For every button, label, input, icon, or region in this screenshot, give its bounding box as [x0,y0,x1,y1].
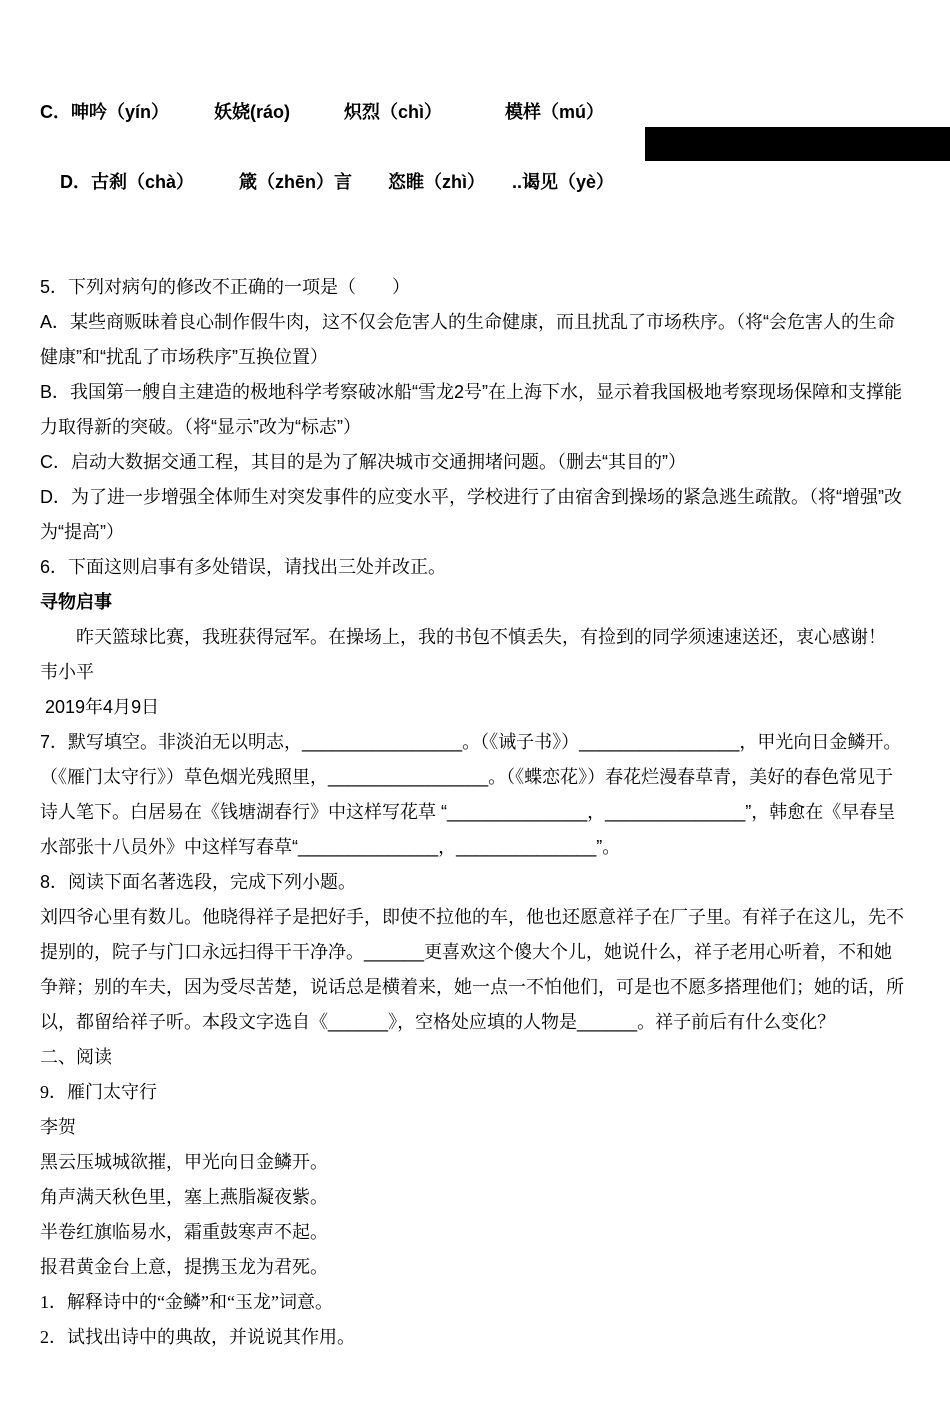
notice-body: 昨天篮球比赛，我班获得冠军。在操场上，我的书包不慎丢失，有捡到的同学须速速送还，衷心感谢！ [40,627,886,647]
q5-option-c: C．启动大数据交通工程，其目的是为了解决城市交通拥堵问题。（删去“其目的”） [40,452,686,472]
poem-line: 角声满天秋色里，塞上燕脂凝夜紫。 [40,1187,328,1207]
poem-line: 半卷红旗临易水，霜重鼓寒声不起。 [40,1222,328,1242]
pinyin-option-row-c: C．呻吟（yín） 妖娆(ráo) 炽烈（chì） 模样（mú） [40,102,605,122]
q9-stem: 9．雁门太守行 [40,1082,157,1102]
poem-line: 报君黄金台上意，提携玉龙为君死。 [40,1257,328,1277]
q9-sub1: 1．解释诗中的“金鳞”和“玉龙”词意。 [40,1292,333,1312]
q8-stem: 8．阅读下面名著选段，完成下列小题。 [40,872,357,892]
poem-line: 黑云压城城欲摧，甲光向日金鳞开。 [40,1152,328,1172]
pinyin-option-row-d [40,130,910,270]
q5-option-a: A．某些商贩昧着良心制作假牛肉，这不仅会危害人的生命健康，而且扰乱了市场秩序。（将“会危害人的生命健康”和“扰乱了市场秩序”互换位置） [40,312,895,367]
notice-title: 寻物启事 [40,592,112,612]
q7-stem: 7．默写填空。非淡泊无以明志，________________。（《诫子书》）________________，甲光向日金鳞开。（《雁门太守行》）草色烟光残照里，________________。（《蝶恋花》）春花烂漫春草青，美好的春色常见于诗人笔下。白居易在《钱塘湖春行》中这样写花草 “______________，______________”，韩愈在《早春呈水部张十八员外》中这样写春草“______________，______________”。 [40,732,902,857]
q5-stem: 5．下列对病句的修改不正确的一项是（ ） [40,277,411,297]
q9-sub2: 2．试找出诗中的典故，并说说其作用。 [40,1327,355,1347]
notice-signature: 韦小平 [40,662,94,682]
q5-option-b: B．我国第一艘自主建造的极地科学考察破冰船“雪龙2号”在上海下水，显示着我国极地考察现场保障和支撑能力取得新的突破。（将“显示”改为“标志”） [40,382,902,437]
section-2-heading: 二、阅读 [40,1047,112,1067]
poem-author: 李贺 [40,1117,76,1137]
redaction-bar [645,127,950,161]
notice-date: 2019年4月9日 [40,697,160,717]
q8-passage: 刘四爷心里有数儿。他晓得祥子是把好手，即使不拉他的车，他也还愿意祥子在厂子里。有祥子在这儿，先不提别的，院子与门口永远扫得干干净净。______更喜欢这个傻大个儿，她说什么，祥子老用心听着，不和她争辩；别的车夫，因为受尽苦楚，说话总是横着来，她一点一不怕他们，可是也不愿多搭理他们；她的话，所以，都留给祥子听。本段文字选自《______》，空格处应填的人物是______。祥子前后有什么变化？ [40,907,904,1032]
pinyin-option-row-d-text: D．古刹（chà） 箴（zhēn）言 恣睢（zhì） ..谒见（yè） [60,172,615,192]
q5-option-d: D．为了进一步增强全体师生对突发事件的应变水平，学校进行了由宿舍到操场的紧急逃生疏散。（将“增强”改为“提高”） [40,487,902,542]
q6-stem: 6．下面这则启事有多处错误，请找出三处并改正。 [40,557,447,577]
